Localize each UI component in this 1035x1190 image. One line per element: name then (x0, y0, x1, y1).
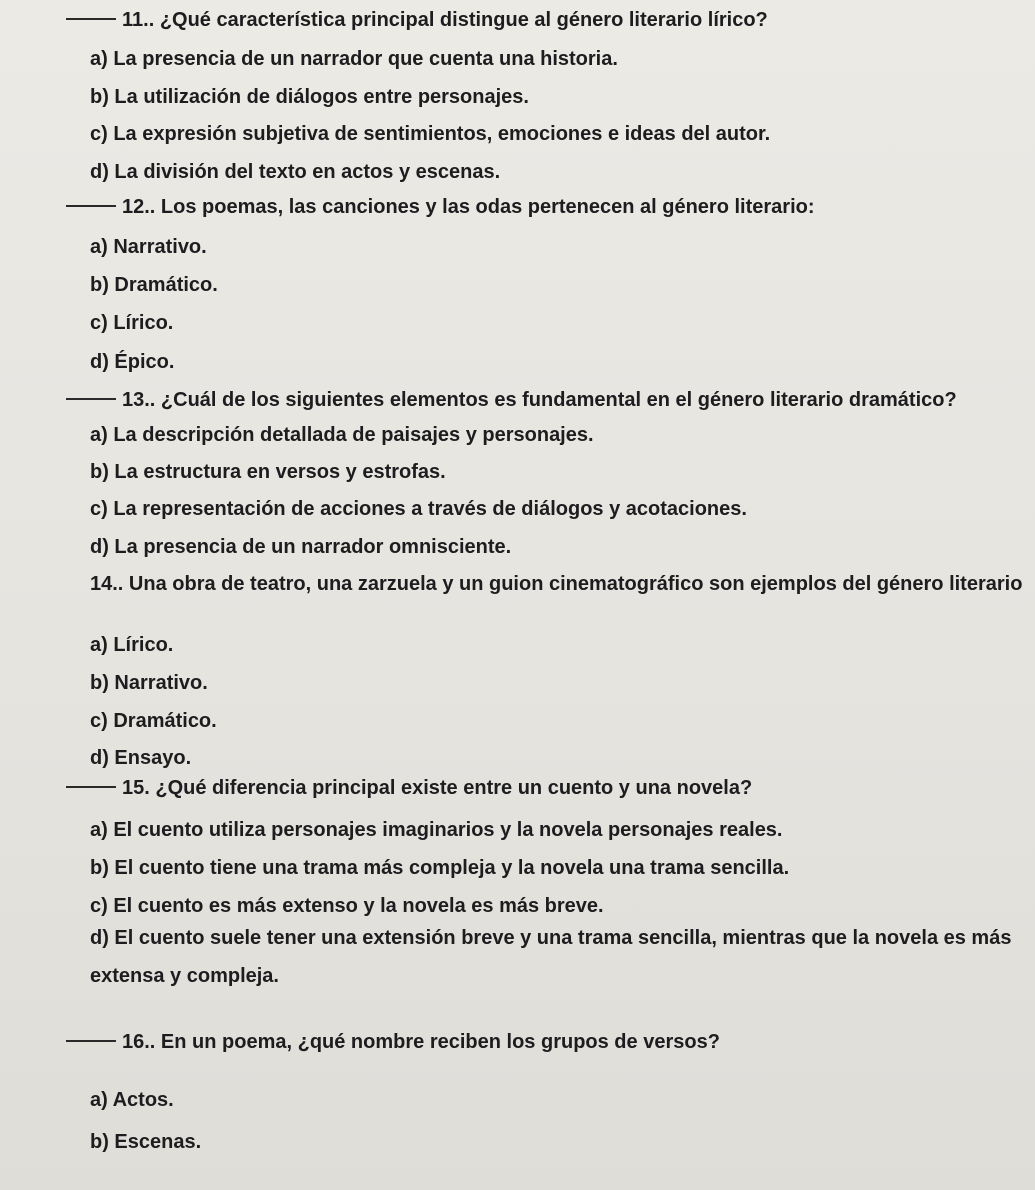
option-b: b) La utilización de diálogos entre personajes. (90, 86, 529, 108)
option-c: c) La expresión subjetiva de sentimientos, emociones e ideas del autor. (90, 123, 771, 145)
option-b: b) Narrativo. (90, 672, 208, 694)
question-13 (66, 388, 1035, 412)
question-text: 15. ¿Qué diferencia principal existe entre un cuento y una novela? (122, 777, 753, 799)
answer-blank (66, 398, 116, 400)
option-c: c) Lírico. (90, 312, 174, 334)
question-11 (66, 8, 1035, 32)
option-a: a) La descripción detallada de paisajes y personajes. (90, 424, 594, 446)
question-12 (66, 195, 1035, 219)
question-14 (90, 572, 1035, 596)
option-d: d) La división del texto en actos y escenas. (90, 161, 501, 183)
option-b: b) El cuento tiene una trama más compleja y la novela una trama sencilla. (90, 857, 790, 879)
option-a: a) Lírico. (90, 634, 174, 656)
option-b: b) Dramático. (90, 274, 218, 296)
option-c: c) La representación de acciones a través de diálogos y acotaciones. (90, 498, 747, 520)
option-c: c) Dramático. (90, 710, 217, 732)
option-d: d) La presencia de un narrador omnisciente. (90, 536, 512, 558)
option-d: d) Ensayo. (90, 747, 192, 769)
question-text: 13.. ¿Cuál de los siguientes elementos es fundamental en el género literario dramático? (122, 389, 957, 411)
answer-blank (66, 205, 116, 207)
question-15 (66, 776, 1035, 800)
answer-blank (66, 18, 116, 20)
option-d: d) Épico. (90, 351, 175, 373)
question-text: 12.. Los poemas, las canciones y las odas pertenecen al género literario: (122, 196, 815, 218)
option-a: a) Narrativo. (90, 236, 207, 258)
option-b: b) Escenas. (90, 1131, 202, 1153)
answer-blank (66, 1040, 116, 1042)
option-c: c) El cuento es más extenso y la novela es más breve. (90, 895, 604, 917)
option-b: b) La estructura en versos y estrofas. (90, 461, 446, 483)
answer-blank (66, 786, 116, 788)
option-d: d) El cuento suele tener una extensión breve y una trama sencilla, mientras que la novela es más extensa y compleja. (90, 927, 1012, 987)
question-text: 11.. ¿Qué característica principal distingue al género literario lírico? (122, 9, 768, 31)
question-text: 16.. En un poema, ¿qué nombre reciben los grupos de versos? (122, 1031, 720, 1053)
question-text: 14.. Una obra de teatro, una zarzuela y un guion cinematográfico son ejemplos del género literario (90, 573, 1023, 595)
option-a: a) La presencia de un narrador que cuenta una historia. (90, 48, 618, 70)
option-a: a) El cuento utiliza personajes imaginarios y la novela personajes reales. (90, 819, 783, 841)
option-a: a) Actos. (90, 1089, 174, 1111)
question-16 (66, 1030, 1035, 1054)
